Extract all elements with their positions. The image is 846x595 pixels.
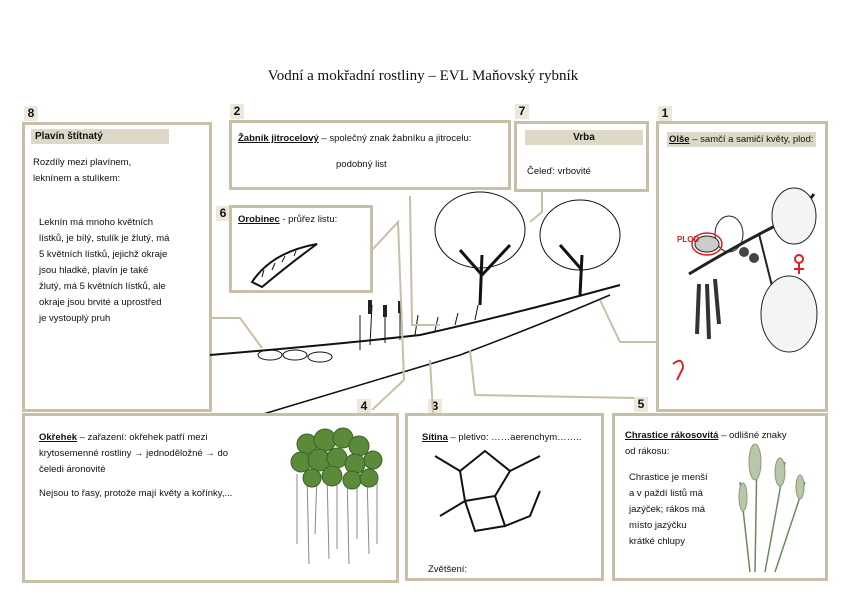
olse-text: Olše – samčí a samičí květy, plod:: [669, 134, 814, 145]
box-sitina: [405, 413, 604, 581]
section-number-5: 5: [634, 397, 648, 412]
plavin-body-1: lístků, je bílý, stulík je žlutý, má: [39, 233, 170, 244]
section-number-4: 4: [357, 399, 371, 414]
chrastice-body-1: a v paždí listů má: [629, 488, 703, 499]
chrastice-line2: od rákosu:: [625, 446, 670, 457]
section-number-1: 1: [658, 106, 672, 121]
box-okrehek: [22, 413, 399, 583]
plavin-body-2: 5 květních lístků, jejichž okraje: [39, 249, 168, 260]
chrastice-body-4: krátké chlupy: [629, 536, 685, 547]
plavin-heading: Plavín štítnatý: [31, 129, 169, 144]
chrastice-body-2: jazýček; rákos má: [629, 504, 706, 515]
chrastice-body-3: místo jazýčku: [629, 520, 687, 531]
orobinec-text: Orobinec - průřez listu:: [238, 214, 338, 225]
okrehek-text: Okřehek – zařazení: okřehek patří mezi: [39, 432, 208, 443]
plavin-line1: Rozdíly mezi plavínem,: [33, 157, 132, 168]
section-number-7: 7: [515, 104, 529, 119]
plavin-line2: leknínem a stulíkem:: [33, 173, 121, 184]
okrehek-line3: čeledi áronovité: [39, 464, 106, 475]
okrehek-line4: Nejsou to řasy, protože mají květy a kořínky,...: [39, 488, 233, 499]
sitina-name: Sítina: [422, 432, 448, 443]
olse-name: Olše: [669, 134, 690, 145]
orobinec-name: Orobinec: [238, 214, 280, 225]
zabnik-text: Žabník jitrocelový – společný znak žabníku a jitrocelu:: [238, 133, 472, 144]
section-number-8: 8: [24, 106, 38, 121]
sitina-footer: Zvětšení:: [428, 564, 468, 575]
aerenchyma-drawing: [430, 446, 550, 546]
duckweed-drawing: [277, 424, 397, 574]
chrastice-name: Chrastice rákosovitá: [625, 430, 719, 441]
zabnik-answer: podobný list: [336, 159, 387, 170]
reed-canary-grass-drawing: [725, 442, 815, 572]
chrastice-body-0: Chrastice je menší: [629, 472, 708, 483]
plavin-body-3: jsou hladké, plavín je také: [39, 265, 149, 276]
sitina-text: Sítina – pletivo: ……aerenchym……..: [422, 432, 582, 443]
plavin-body-6: je vystouplý pruh: [39, 313, 111, 324]
chrastice-text: Chrastice rákosovitá – odlišné znaky: [625, 430, 787, 441]
page-title: Vodní a mokřadní rostliny – EVL Maňovský rybník: [267, 68, 579, 84]
vrba-family: Čeleď: vrbovité: [527, 166, 591, 177]
olse-plod-label: PLOD: [677, 235, 700, 244]
okrehek-line2: krytosemenné rostliny → jednoděložné → do: [39, 448, 229, 459]
zabnik-name: Žabník jitrocelový: [238, 133, 319, 144]
plavin-body-4: žlutý, má 5 květních lístků, ale: [39, 281, 166, 292]
plavin-body-5: okraje jsou brvité a uprostřed: [39, 297, 162, 308]
section-number-2: 2: [230, 104, 244, 119]
okrehek-name: Okřehek: [39, 432, 78, 443]
section-number-6: 6: [216, 206, 230, 221]
plavin-body-0: Leknín má mnoho květních: [39, 217, 154, 228]
box-chrastice: [612, 413, 828, 581]
vrba-heading: Vrba: [525, 130, 643, 145]
section-number-3: 3: [428, 399, 442, 414]
